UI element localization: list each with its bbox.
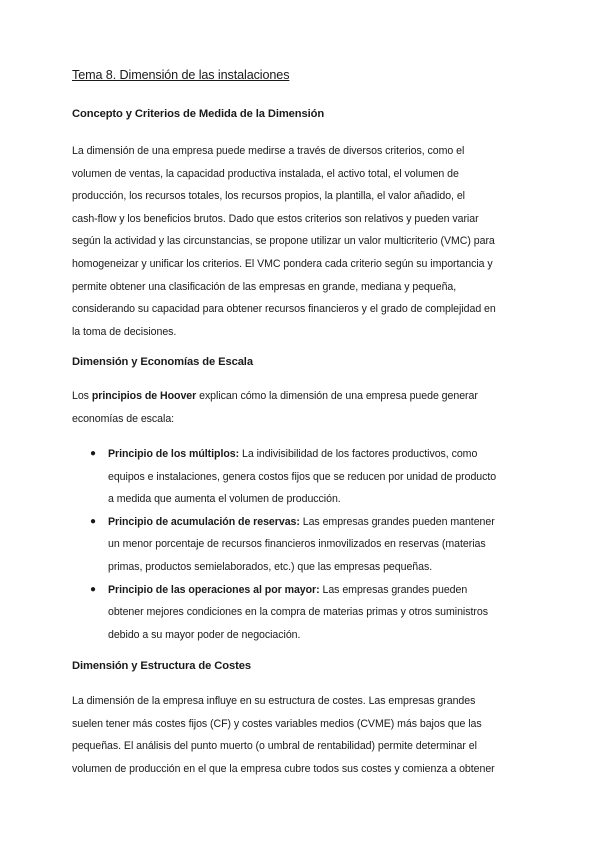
paragraph-costes <box>72 690 524 780</box>
paragraph-line: pequeñas. El análisis del punto muerto (o umbral de rentabilidad) permite determinar el <box>72 740 477 753</box>
bullet-line: a medida que aumenta el volumen de producción. <box>108 493 341 506</box>
intro-rest: explican cómo la dimensión de una empresa puede generar <box>196 390 478 402</box>
paragraph-line: la toma de decisiones. <box>72 325 177 338</box>
bullet-line <box>108 511 524 534</box>
bullet-label: Principio de acumulación de reservas: <box>108 515 300 528</box>
bullet-line: un menor porcentaje de recursos financieros inmovilizados en reservas (materias <box>108 538 486 551</box>
paragraph-concepto <box>72 140 524 343</box>
list-item <box>72 443 524 511</box>
bullet-icon: ● <box>90 515 96 527</box>
paragraph-line: homogeneizar y unificar los criterios. El VMC pondera cada criterio según su importancia y <box>72 257 493 270</box>
document-title: Tema 8. Dimensión de las instalaciones <box>72 68 290 82</box>
paragraph-line: La dimensión de la empresa influye en su estructura de costes. Las empresas grandes <box>72 695 476 707</box>
bullet-line <box>108 443 524 466</box>
section-heading-concepto: Concepto y Criterios de Medida de la Dimensión <box>72 108 325 120</box>
bullet-line: debido a su mayor poder de negociación. <box>108 628 301 641</box>
section-heading-economias: Dimensión y Economías de Escala <box>72 356 253 368</box>
paragraph-line: La dimensión de una empresa puede medirse a través de diversos criterios, como el <box>72 145 465 157</box>
list-item <box>72 511 524 579</box>
section-heading-costes: Dimensión y Estructura de Costes <box>72 660 251 672</box>
bullet-line: equipos e instalaciones, genera costos fijos que se reducen por unidad de producto <box>108 470 497 483</box>
bullet-text: Las empresas grandes pueden <box>319 583 468 596</box>
paragraph-line: según la actividad y las circunstancias, se propone utilizar un valor multicriterio (VMC) para <box>72 235 495 248</box>
paragraph-line: volumen de producción en el que la empresa cubre todos sus costes y comienza a obtener <box>72 762 495 775</box>
hoover-principles-list <box>72 443 524 646</box>
hoover-principles-term: principios de Hoover <box>91 390 197 402</box>
paragraph-line: volumen de ventas, la capacidad productiva instalada, el activo total, el volumen de <box>72 167 459 180</box>
paragraph-line: producción, los recursos totales, los recursos propios, la plantilla, el valor añadido, el <box>72 190 465 203</box>
bullet-icon: ● <box>90 583 96 595</box>
paragraph-line <box>72 385 524 408</box>
bullet-icon: ● <box>90 448 96 459</box>
paragraph-line: permite obtener una clasificación de las empresas en grande, mediana y pequeña, <box>72 280 457 293</box>
bullet-label: Principio de los múltiplos: <box>108 448 240 460</box>
paragraph-line: cash-flow y los beneficios brutos. Dado que estos criterios son relativos y pueden variar <box>72 212 479 225</box>
paragraph-line: economías de escala: <box>72 412 175 425</box>
bullet-line: obtener mejores condiciones en la compra de materias primas y otros suministros <box>108 606 488 619</box>
bullet-line <box>108 579 524 602</box>
bullet-line: primas, productos semielaborados, etc.) que las empresas pequeñas. <box>108 560 433 573</box>
intro-prefix: Los <box>72 390 92 402</box>
list-item <box>72 579 524 647</box>
paragraph-hoover-intro <box>72 385 524 430</box>
bullet-text: La indivisibilidad de los factores productivos, como <box>239 448 478 460</box>
paragraph-line: considerando su capacidad para obtener recursos financieros y el grado de complejidad en <box>72 303 496 316</box>
bullet-text: Las empresas grandes pueden mantener <box>299 515 495 528</box>
paragraph-line: suelen tener más costes fijos (CF) y costes variables medios (CVME) más bajos que las <box>72 717 482 730</box>
bullet-label: Principio de las operaciones al por mayor: <box>108 583 320 596</box>
